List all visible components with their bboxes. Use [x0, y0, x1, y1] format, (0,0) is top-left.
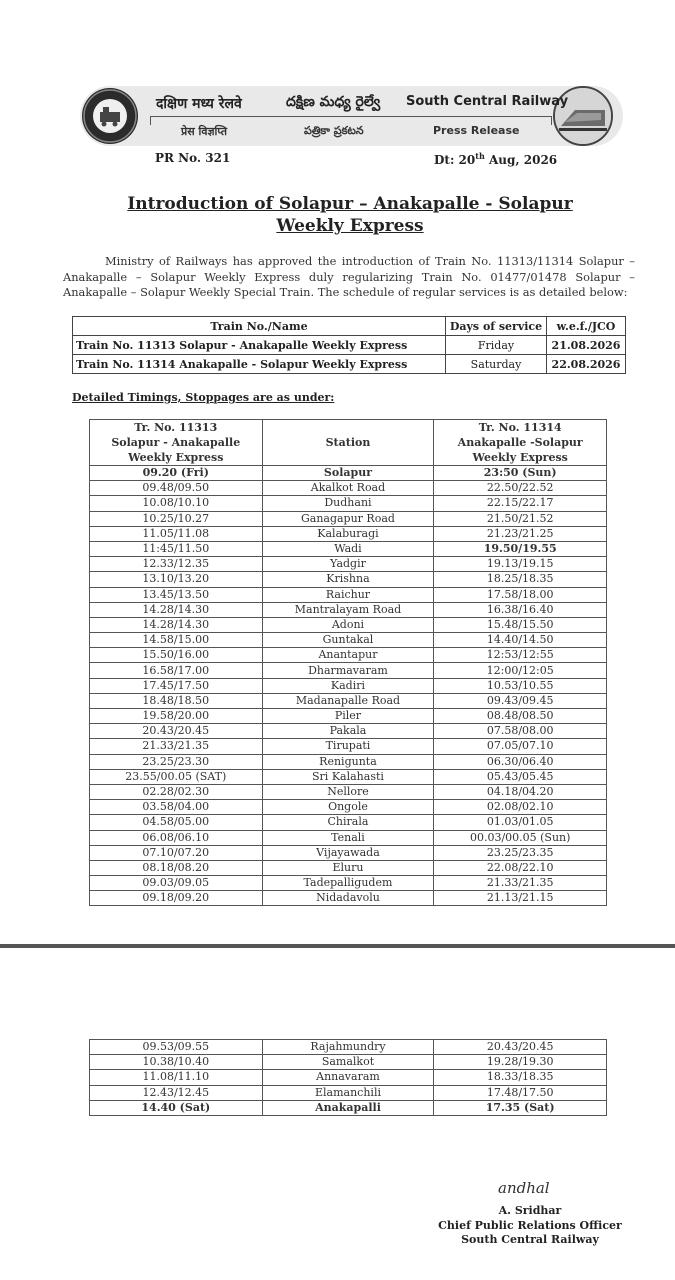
time-11313: 14.40 (Sat) — [90, 1100, 263, 1115]
time-11314: 22.50/22.52 — [434, 481, 607, 496]
time-11313: 11.08/11.10 — [90, 1070, 263, 1085]
time-11314: 05.43/05.45 — [434, 769, 607, 784]
station-name: Eluru — [262, 860, 434, 875]
time-11313: 13.10/13.20 — [90, 572, 263, 587]
station-name: Ganagapur Road — [262, 511, 434, 526]
time-11313: 08.18/08.20 — [90, 860, 263, 875]
header-line: Solapur - Anakapalle — [111, 436, 241, 449]
timetable-row — [90, 587, 607, 602]
station-name: Yadgir — [262, 557, 434, 572]
station-name: Ongole — [262, 800, 434, 815]
timetable-row — [90, 541, 607, 556]
col-days: Days of service — [446, 317, 547, 336]
time-11313: 10.25/10.27 — [90, 511, 263, 526]
service-day: Friday — [446, 336, 547, 355]
time-11314: 02.08/02.10 — [434, 800, 607, 815]
timetable-body-2 — [90, 1040, 607, 1116]
station-name: Vijayawada — [262, 845, 434, 860]
timetable-row — [90, 678, 607, 693]
timetable-row — [90, 860, 607, 875]
station-name: Nidadavolu — [262, 891, 434, 906]
time-11314: 18.25/18.35 — [434, 572, 607, 587]
time-11314: 15.48/15.50 — [434, 617, 607, 632]
pr-number: PR No. 321 — [155, 151, 231, 165]
page-title — [80, 193, 620, 237]
station-name: Dharmavaram — [262, 663, 434, 678]
station-name: Mantralayam Road — [262, 602, 434, 617]
station-name: Wadi — [262, 541, 434, 556]
time-11313: 14.28/14.30 — [90, 617, 263, 632]
timetable-row — [90, 617, 607, 632]
header-line: Anakapalle -Solapur — [457, 436, 583, 449]
time-11313: 12.43/12.45 — [90, 1085, 263, 1100]
time-11314: 20.43/20.45 — [434, 1040, 607, 1055]
header-divider — [150, 116, 552, 117]
timetable-row — [90, 709, 607, 724]
time-11313: 20.43/20.45 — [90, 724, 263, 739]
timetable-row — [90, 876, 607, 891]
release-date — [434, 151, 557, 167]
time-11313: 09.53/09.55 — [90, 1040, 263, 1055]
time-11313: 18.48/18.50 — [90, 693, 263, 708]
timetable-row — [90, 1085, 607, 1100]
header-11313 — [90, 420, 263, 466]
time-11313: 14.28/14.30 — [90, 602, 263, 617]
service-row — [73, 336, 626, 355]
train-name: Train No. 11314 Anakapalle - Solapur Weekly Express — [73, 355, 446, 374]
timetable-row — [90, 572, 607, 587]
time-11313: 17.45/17.50 — [90, 678, 263, 693]
date-sup: th — [475, 151, 485, 161]
col-wef: w.e.f./JCO — [547, 317, 626, 336]
telugu-railway-name: దక్షిణ మధ్య రైల్వే — [286, 94, 381, 110]
time-11314: 00.03/00.05 (Sun) — [434, 830, 607, 845]
timetable-row — [90, 526, 607, 541]
timetable-row — [90, 496, 607, 511]
time-11314: 14.40/14.50 — [434, 633, 607, 648]
station-name: Akalkot Road — [262, 481, 434, 496]
time-11314: 19.28/19.30 — [434, 1055, 607, 1070]
time-11314: 23.25/23.35 — [434, 845, 607, 860]
time-11313: 09.03/09.05 — [90, 876, 263, 891]
station-name: Rajahmundry — [262, 1040, 434, 1055]
station-name: Raichur — [262, 587, 434, 602]
timetable-row — [90, 1100, 607, 1115]
station-name: Tadepalligudem — [262, 876, 434, 891]
signatory-designation: Chief Public Relations Officer — [438, 1218, 622, 1232]
timetable-row — [90, 557, 607, 572]
time-11313: 23.25/23.30 — [90, 754, 263, 769]
title-line-2: Weekly Express — [276, 216, 424, 236]
time-11314: 01.03/01.05 — [434, 815, 607, 830]
time-11314: 07.58/08.00 — [434, 724, 607, 739]
time-11314: 23:50 (Sun) — [434, 466, 607, 481]
service-table-header — [73, 317, 626, 336]
detail-heading: Detailed Timings, Stoppages are as under: — [72, 391, 335, 404]
timetable-row — [90, 1040, 607, 1055]
time-11313: 09.18/09.20 — [90, 891, 263, 906]
signatory-org: South Central Railway — [461, 1233, 599, 1246]
station-name: Kadiri — [262, 678, 434, 693]
time-11313: 16.58/17.00 — [90, 663, 263, 678]
time-11314: 09.43/09.45 — [434, 693, 607, 708]
time-11314: 18.33/18.35 — [434, 1070, 607, 1085]
timetable-row — [90, 481, 607, 496]
timetable-row — [90, 1070, 607, 1085]
service-table — [72, 316, 626, 374]
station-name: Solapur — [262, 466, 434, 481]
timetable-row — [90, 891, 607, 906]
col-train-name: Train No./Name — [73, 317, 446, 336]
timetable-row — [90, 724, 607, 739]
time-11313: 09.20 (Fri) — [90, 466, 263, 481]
station-name: Samalkot — [262, 1055, 434, 1070]
station-name: Annavaram — [262, 1070, 434, 1085]
header-line: Weekly Express — [472, 451, 568, 464]
time-11314: 07.05/07.10 — [434, 739, 607, 754]
station-name: Anantapur — [262, 648, 434, 663]
header-line: Weekly Express — [128, 451, 224, 464]
service-wef: 22.08.2026 — [547, 355, 626, 374]
time-11313: 09.48/09.50 — [90, 481, 263, 496]
timetable-row — [90, 663, 607, 678]
station-name: Kalaburagi — [262, 526, 434, 541]
indian-railways-logo — [82, 88, 138, 144]
time-11313: 07.10/07.20 — [90, 845, 263, 860]
time-11314: 19.50/19.55 — [434, 541, 607, 556]
time-11313: 23.55/00.05 (SAT) — [90, 769, 263, 784]
date-prefix: Dt: 20 — [434, 153, 476, 167]
station-name: Nellore — [262, 784, 434, 799]
time-11313: 10.38/10.40 — [90, 1055, 263, 1070]
time-11313: 11:45/11.50 — [90, 541, 263, 556]
service-row — [73, 355, 626, 374]
time-11314: 06.30/06.40 — [434, 754, 607, 769]
time-11313: 11.05/11.08 — [90, 526, 263, 541]
train-name: Train No. 11313 Solapur - Anakapalle Weekly Express — [73, 336, 446, 355]
timetable-row — [90, 815, 607, 830]
time-11314: 22.15/22.17 — [434, 496, 607, 511]
station-name: Elamanchili — [262, 1085, 434, 1100]
time-11314: 12:00/12:05 — [434, 663, 607, 678]
timetable-page-1 — [89, 419, 607, 906]
signature-mark: andhal — [498, 1179, 550, 1197]
station-name: Adoni — [262, 617, 434, 632]
time-11314: 21.23/21.25 — [434, 526, 607, 541]
timetable-header — [90, 420, 607, 466]
time-11314: 08.48/08.50 — [434, 709, 607, 724]
time-11314: 17.58/18.00 — [434, 587, 607, 602]
header-line: Tr. No. 11313 — [134, 421, 218, 434]
timetable-row — [90, 754, 607, 769]
timetable-row — [90, 633, 607, 648]
time-11313: 06.08/06.10 — [90, 830, 263, 845]
station-name: Guntakal — [262, 633, 434, 648]
station-name: Tirupati — [262, 739, 434, 754]
station-name: Chirala — [262, 815, 434, 830]
time-11313: 02.28/02.30 — [90, 784, 263, 799]
header-station: Station — [262, 420, 434, 466]
timetable-body-1 — [90, 466, 607, 906]
timetable-row — [90, 693, 607, 708]
timetable-row — [90, 769, 607, 784]
station-name: Anakapalli — [262, 1100, 434, 1115]
telugu-press-release: పత్రికా ప్రకటన — [304, 124, 364, 137]
time-11313: 03.58/04.00 — [90, 800, 263, 815]
time-11314: 21.33/21.35 — [434, 876, 607, 891]
time-11314: 10.53/10.55 — [434, 678, 607, 693]
station-name: Renigunta — [262, 754, 434, 769]
signatory-name: A. Sridhar — [498, 1204, 562, 1217]
time-11314: 19.13/19.15 — [434, 557, 607, 572]
time-11313: 19.58/20.00 — [90, 709, 263, 724]
header-line: Tr. No. 11314 — [478, 421, 562, 434]
time-11314: 21.13/21.15 — [434, 891, 607, 906]
service-day: Saturday — [446, 355, 547, 374]
station-name: Piler — [262, 709, 434, 724]
timetable-row — [90, 648, 607, 663]
station-name: Sri Kalahasti — [262, 769, 434, 784]
time-11313: 12.33/12.35 — [90, 557, 263, 572]
timetable-row — [90, 511, 607, 526]
time-11314: 17.35 (Sat) — [434, 1100, 607, 1115]
station-name: Pakala — [262, 724, 434, 739]
intro-paragraph: Ministry of Railways has approved the introduction of Train No. 11313/11314 Solapur – Anakapalle – Solapur Weekly Express duly regularizing Train No. 01477/01478 Solapur – Anakapalle – Solapur Weekly Special Train. The schedule of regular services is as detailed below: — [63, 254, 635, 299]
station-name: Krishna — [262, 572, 434, 587]
timetable-row — [90, 845, 607, 860]
time-11314: 21.50/21.52 — [434, 511, 607, 526]
page-break — [0, 944, 675, 948]
timetable-row — [90, 466, 607, 481]
timetable-row — [90, 830, 607, 845]
date-suffix: Aug, 2026 — [484, 153, 558, 167]
english-railway-name: South Central Railway — [406, 94, 569, 109]
english-press-release: Press Release — [433, 124, 520, 137]
time-11314: 04.18/04.20 — [434, 784, 607, 799]
timetable-row — [90, 602, 607, 617]
time-11314: 16.38/16.40 — [434, 602, 607, 617]
station-name: Madanapalle Road — [262, 693, 434, 708]
time-11313: 14.58/15.00 — [90, 633, 263, 648]
hindi-railway-name: दक्षिण मध्य रेलवे — [156, 96, 242, 112]
timetable-row — [90, 800, 607, 815]
time-11313: 15.50/16.00 — [90, 648, 263, 663]
signature-block — [430, 1204, 630, 1248]
timetable-row — [90, 1055, 607, 1070]
service-wef: 21.08.2026 — [547, 336, 626, 355]
time-11313: 10.08/10.10 — [90, 496, 263, 511]
time-11314: 12:53/12:55 — [434, 648, 607, 663]
title-line-1: Introduction of Solapur – Anakapalle - Solapur — [127, 194, 573, 214]
station-name: Dudhani — [262, 496, 434, 511]
time-11314: 22.08/22.10 — [434, 860, 607, 875]
time-11313: 21.33/21.35 — [90, 739, 263, 754]
time-11313: 04.58/05.00 — [90, 815, 263, 830]
header-11314 — [434, 420, 607, 466]
timetable-page-2 — [89, 1039, 607, 1116]
time-11313: 13.45/13.50 — [90, 587, 263, 602]
timetable-row — [90, 739, 607, 754]
timetable-row — [90, 784, 607, 799]
time-11314: 17.48/17.50 — [434, 1085, 607, 1100]
station-name: Tenali — [262, 830, 434, 845]
hindi-press-release: प्रेस विज्ञप्ति — [181, 125, 228, 138]
